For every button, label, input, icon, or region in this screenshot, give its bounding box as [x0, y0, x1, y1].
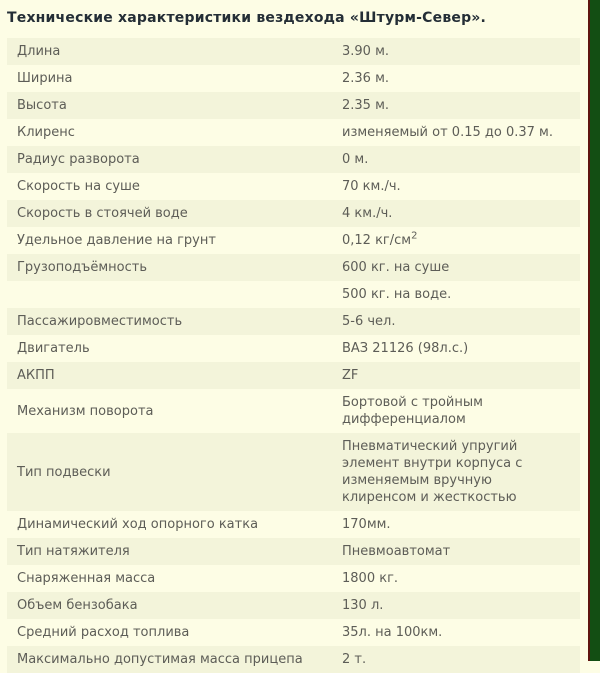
spec-value	[342, 651, 570, 668]
spec-label: Максимально допустимая масса прицепа	[17, 652, 303, 667]
spec-value	[342, 151, 570, 168]
spec-value-text: Бортовой с тройным дифференциалом	[342, 395, 483, 427]
spec-label: Грузоподъёмность	[17, 260, 148, 275]
table-row	[7, 173, 580, 200]
spec-value	[342, 205, 570, 222]
spec-value	[342, 367, 570, 384]
spec-value	[342, 124, 570, 141]
spec-label: Механизм поворота	[17, 403, 154, 419]
table-row	[7, 146, 580, 173]
spec-label: Удельное давление на грунт	[17, 233, 216, 248]
right-green-bar	[590, 0, 600, 661]
spec-label: Высота	[17, 98, 67, 113]
spec-value-text: 5-6 чел.	[342, 314, 396, 329]
spec-value	[342, 232, 570, 249]
spec-value	[342, 178, 570, 195]
spec-value-text: 0,12 кг/см	[342, 233, 412, 248]
spec-value	[342, 43, 570, 60]
spec-value	[342, 394, 570, 428]
table-row	[7, 592, 580, 619]
spec-value-text: Пневматический упругий элемент внутри корпуса с изменяемым вручную клиренсом и жесткостью	[342, 439, 523, 505]
spec-label: Скорость в стоячей воде	[17, 206, 188, 221]
spec-label: Двигатель	[17, 341, 90, 356]
spec-value-text: 0 м.	[342, 152, 369, 167]
spec-label: Длина	[17, 44, 61, 59]
spec-value	[342, 624, 570, 641]
spec-value-text: изменяемый от 0.15 до 0.37 м.	[342, 125, 553, 140]
spec-value-text: 2 т.	[342, 652, 367, 667]
spec-label: Пассажировместимость	[17, 314, 183, 329]
spec-value-text: 500 кг. на воде.	[342, 287, 452, 302]
spec-label: Динамический ход опорного катка	[17, 517, 259, 532]
spec-value	[342, 97, 570, 114]
spec-label: Тип натяжителя	[17, 544, 130, 559]
spec-value	[342, 313, 570, 330]
spec-label: Радиус разворота	[17, 152, 140, 167]
spec-value-text: 4 км./ч.	[342, 206, 393, 221]
spec-value	[342, 570, 570, 587]
table-row	[7, 92, 580, 119]
spec-label: Снаряженная масса	[17, 571, 156, 586]
table-row	[7, 200, 580, 227]
spec-label: АКПП	[17, 368, 55, 383]
table-row	[7, 335, 580, 362]
spec-value-text: 2.35 м.	[342, 98, 390, 113]
table-row	[7, 433, 580, 511]
table-row	[7, 646, 580, 673]
spec-label: Объем бензобака	[17, 598, 138, 613]
spec-value-text: 2.36 м.	[342, 71, 390, 86]
spec-value	[342, 516, 570, 533]
spec-value-text: 1800 кг.	[342, 571, 399, 586]
spec-label: Клиренс	[17, 125, 75, 140]
table-row	[7, 119, 580, 146]
spec-value-text: 3.90 м.	[342, 44, 390, 59]
spec-label: Средний расход топлива	[17, 625, 190, 640]
spec-value	[342, 597, 570, 614]
spec-value	[342, 340, 570, 357]
spec-value-text: ZF	[342, 368, 359, 383]
table-row	[7, 281, 580, 308]
spec-value-text: Пневмоавтомат	[342, 544, 451, 559]
spec-value-text: 130 л.	[342, 598, 384, 613]
table-row	[7, 362, 580, 389]
spec-value	[342, 438, 570, 506]
table-row	[7, 308, 580, 335]
table-row	[7, 38, 580, 65]
spec-value	[342, 259, 570, 276]
spec-label: Скорость на суше	[17, 179, 140, 194]
table-row	[7, 65, 580, 92]
spec-value-text: 70 км./ч.	[342, 179, 401, 194]
table-row	[7, 227, 580, 254]
spec-label: Тип подвески	[17, 464, 111, 480]
spec-value-text: 170мм.	[342, 517, 391, 532]
table-row	[7, 565, 580, 592]
right-border	[588, 0, 600, 661]
spec-value-text: ВАЗ 21126 (98л.с.)	[342, 341, 469, 356]
page-title: Технические характеристики вездехода «Штурм-Север».	[7, 10, 487, 26]
spec-value	[342, 543, 570, 560]
table-row	[7, 254, 580, 281]
spec-value-text: 600 кг. на суше	[342, 260, 450, 275]
spec-value	[342, 70, 570, 87]
table-row	[7, 619, 580, 646]
spec-label: Ширина	[17, 71, 73, 86]
spec-value	[342, 286, 570, 303]
table-row	[7, 511, 580, 538]
table-row	[7, 389, 580, 433]
table-row	[7, 538, 580, 565]
spec-value-text: 35л. на 100км.	[342, 625, 443, 640]
spec-value-superscript: 2	[411, 230, 418, 242]
spec-table	[7, 38, 580, 673]
